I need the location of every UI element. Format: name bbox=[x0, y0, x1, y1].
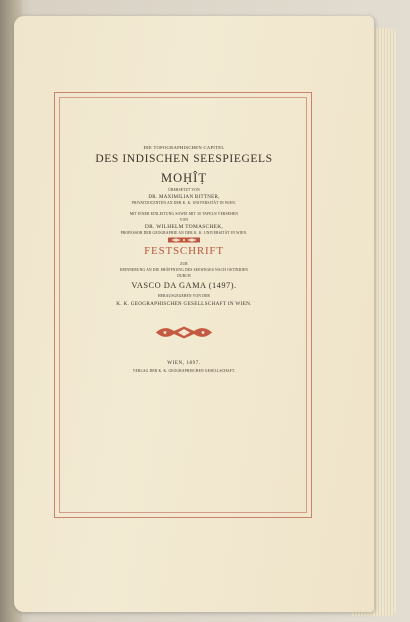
publisher-intro: HERAUSGEGEBEN VON DER bbox=[157, 294, 211, 298]
durch-label: DURCH bbox=[177, 274, 191, 278]
von-label: VON bbox=[179, 218, 189, 222]
translated-by-label: ÜBERSETZT VON bbox=[168, 188, 200, 192]
author-1-role: PRIVATDOCENTEN AN DER K. K. UNIVERSITÄT IN WIEN. bbox=[131, 201, 237, 205]
festschrift-heading: FESTSCHRIFT bbox=[144, 245, 224, 257]
place-year: WIEN, 1897. bbox=[167, 361, 201, 366]
society-line: K. K. GEOGRAPHISCHEN GESELLSCHAFT IN WIEN. bbox=[116, 301, 252, 307]
title-line-2: DES INDISCHEN SEESPIEGELS bbox=[95, 153, 273, 165]
author-2-name: DR. WILHELM TOMASCHEK, bbox=[144, 224, 224, 230]
publisher-line: VERLAG DER K. K. GEOGRAPHISCHEN GESELLSCHAFT. bbox=[132, 369, 236, 373]
red-vignette-ornament bbox=[156, 326, 212, 339]
author-1-name: DR. MAXIMILIAN BITTNER, bbox=[148, 195, 220, 200]
occasion-line: ERINNERUNG AN DIE ERÖFFNUNG DES SEEWEGES NACH OSTINDIEN bbox=[119, 268, 249, 272]
book-page bbox=[14, 16, 374, 612]
vasco-da-gama-line: VASCO DA GAMA (1497). bbox=[131, 281, 237, 290]
author-2-role: PROFESSOR DER GEOGRAPHIE AN DER K. K. UNIVERSITÄT IN WIEN. bbox=[120, 230, 248, 235]
zur-label: ZUR bbox=[180, 262, 188, 266]
title-line-3: MOḤÎṬ bbox=[161, 171, 207, 185]
title-line-1: DIE TOPOGRAPHISCHEN CAPITEL bbox=[143, 145, 225, 150]
small-red-ornament bbox=[168, 237, 200, 243]
introduction-line: MIT EINER EINLEITUNG SOWIE MIT 30 TAFELN VERSEHEN bbox=[129, 212, 239, 216]
title-frame bbox=[54, 92, 312, 518]
